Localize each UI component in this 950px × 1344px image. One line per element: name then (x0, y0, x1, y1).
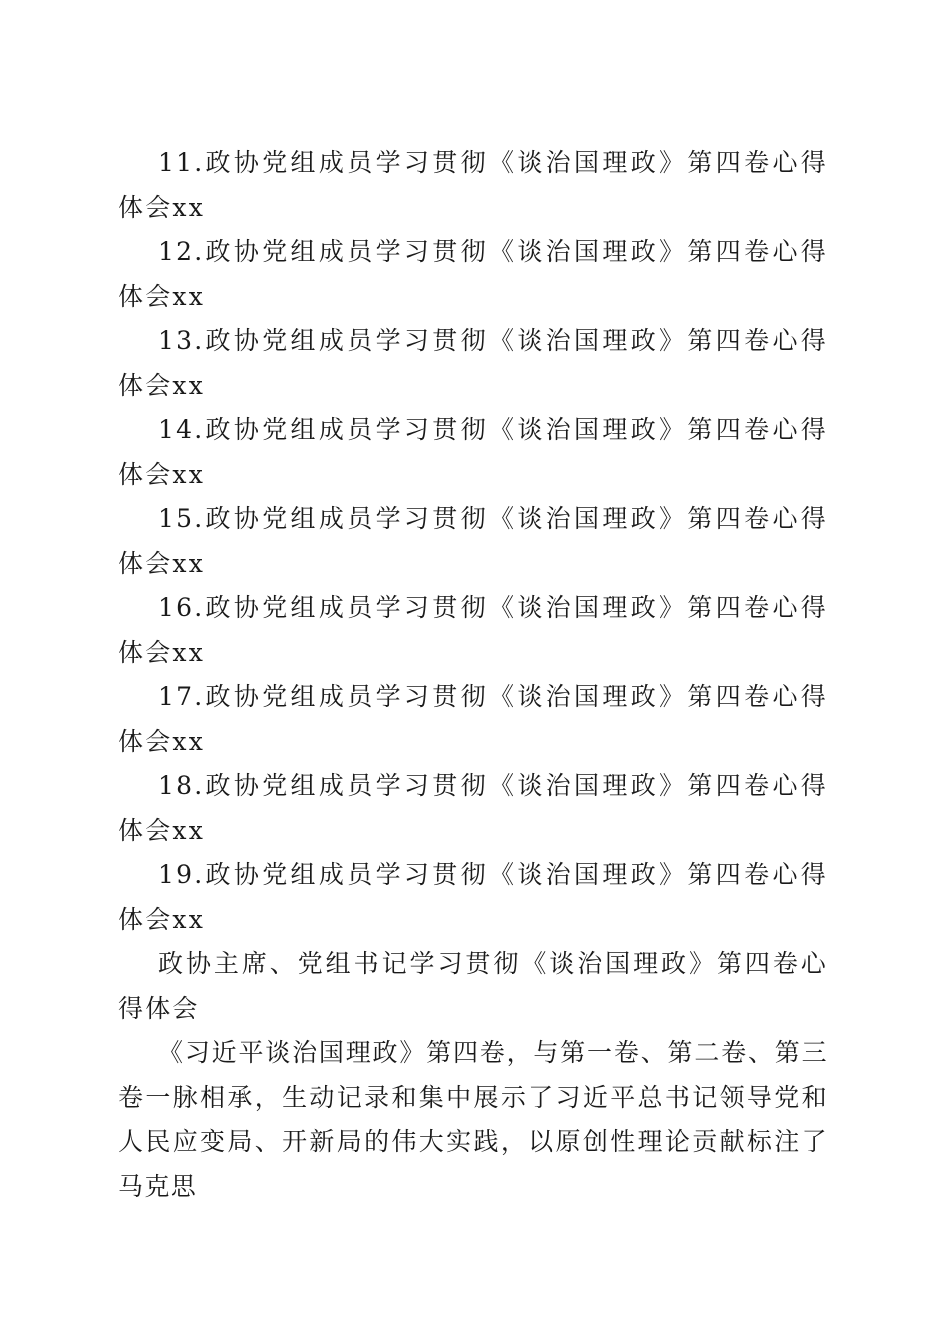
body-paragraph: 《习近平谈治国理政》第四卷，与第一卷、第二卷、第三卷一脉相承，生动记录和集中展示了习近平总书记领导党和人民应变局、开新局的伟大实践，以原创性理论贡献标注了马克思 (118, 1038, 828, 1201)
list-item: 11.政协党组成员学习贯彻《谈治国理政》第四卷心得体会xx (118, 148, 828, 222)
list-item: 12.政协党组成员学习贯彻《谈治国理政》第四卷心得体会xx (118, 237, 828, 311)
list-item: 19.政协党组成员学习贯彻《谈治国理政》第四卷心得体会xx (118, 860, 828, 934)
list-item: 17.政协党组成员学习贯彻《谈治国理政》第四卷心得体会xx (118, 682, 828, 756)
article-title: 政协主席、党组书记学习贯彻《谈治国理政》第四卷心得体会 (118, 949, 828, 1023)
list-item: 18.政协党组成员学习贯彻《谈治国理政》第四卷心得体会xx (118, 771, 828, 845)
list-item: 16.政协党组成员学习贯彻《谈治国理政》第四卷心得体会xx (118, 593, 828, 667)
list-item: 15.政协党组成员学习贯彻《谈治国理政》第四卷心得体会xx (118, 504, 828, 578)
document-page (118, 141, 828, 1209)
list-item: 14.政协党组成员学习贯彻《谈治国理政》第四卷心得体会xx (118, 415, 828, 489)
list-item: 13.政协党组成员学习贯彻《谈治国理政》第四卷心得体会xx (118, 326, 828, 400)
